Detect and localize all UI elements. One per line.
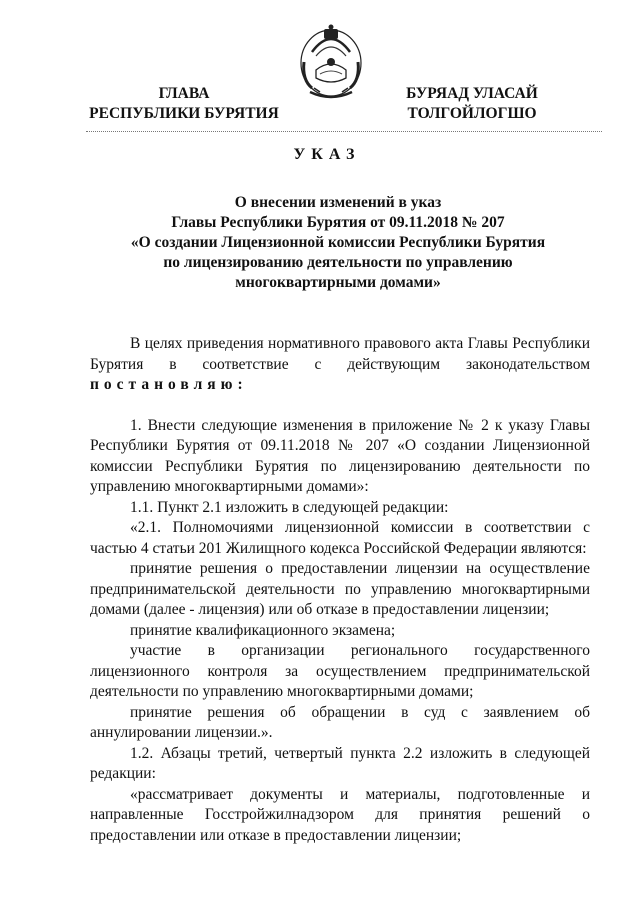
preamble-paragraph <box>90 334 590 396</box>
coat-of-arms-emblem <box>298 22 364 100</box>
header-right-line: ТОЛГОЙЛОГШО <box>407 105 537 122</box>
header-right-line: БУРЯАД УЛАСАЙ <box>406 85 538 102</box>
document-body <box>90 334 590 846</box>
body-paragraph: принятие решения об обращении в суд с заявлением об аннулировании лицензии.». <box>90 703 590 741</box>
title-line: многоквартирными домами» <box>235 274 441 291</box>
body-paragraph: 1. Внести следующие изменения в приложение № 2 к указу Главы Республики Бурятия от 09.11.2018 № 207 «О создании Лицензионной комиссии Республики Бурятия по лицензированию деятельности по управлению многоквартирными домами»: <box>90 416 590 495</box>
title-line: О внесении изменений в указ <box>234 194 442 211</box>
body-paragraph: принятие решения о предоставлении лицензии на осуществление предпринимательской деятельности по управлению многоквартирными домами (далее - лицензия) или об отказе в предоставлении лицензии; <box>90 560 590 618</box>
preamble-text: В целях приведения нормативного правового акта Главы Республики Бурятия в соответствие с действующим законодательством <box>90 335 590 373</box>
header-left <box>84 84 284 124</box>
body-paragraph: участие в организации регионального государственного лицензионного контроля за осуществлением предпринимательской деятельности по управлению многоквартирными домами; <box>90 642 590 700</box>
body-paragraph: «рассматривает документы и материалы, подготовленные и направленные Госстройжилнадзором для принятия решений о предоставлении или отказе в предоставлении лицензии; <box>90 785 590 844</box>
header-left-line: РЕСПУБЛИКИ БУРЯТИЯ <box>89 105 279 122</box>
body-paragraph: «2.1. Полномочиями лицензионной комиссии в соответствии с частью 4 статьи 201 Жилищного кодекса Российской Федерации являются: <box>90 519 590 557</box>
document-type: УКАЗ <box>293 146 361 163</box>
title-line: Главы Республики Бурятия от 09.11.2018 № 207 <box>171 214 505 231</box>
body-paragraph: 1.1. Пункт 2.1 изложить в следующей редакции: <box>130 498 449 516</box>
title-line: «О создании Лицензионной комиссии Республики Бурятия <box>130 234 546 251</box>
title-line: по лицензированию деятельности по управлению <box>163 254 513 271</box>
header-right <box>382 84 562 124</box>
decree-word: постановляю: <box>90 376 248 393</box>
header-left-line: ГЛАВА <box>158 85 210 102</box>
body-paragraph: принятие квалификационного экзамена; <box>130 621 396 639</box>
header-divider <box>86 131 602 132</box>
body-paragraph: 1.2. Абзацы третий, четвертый пункта 2.2 изложить в следующей редакции: <box>90 744 590 782</box>
document-title <box>80 193 596 293</box>
